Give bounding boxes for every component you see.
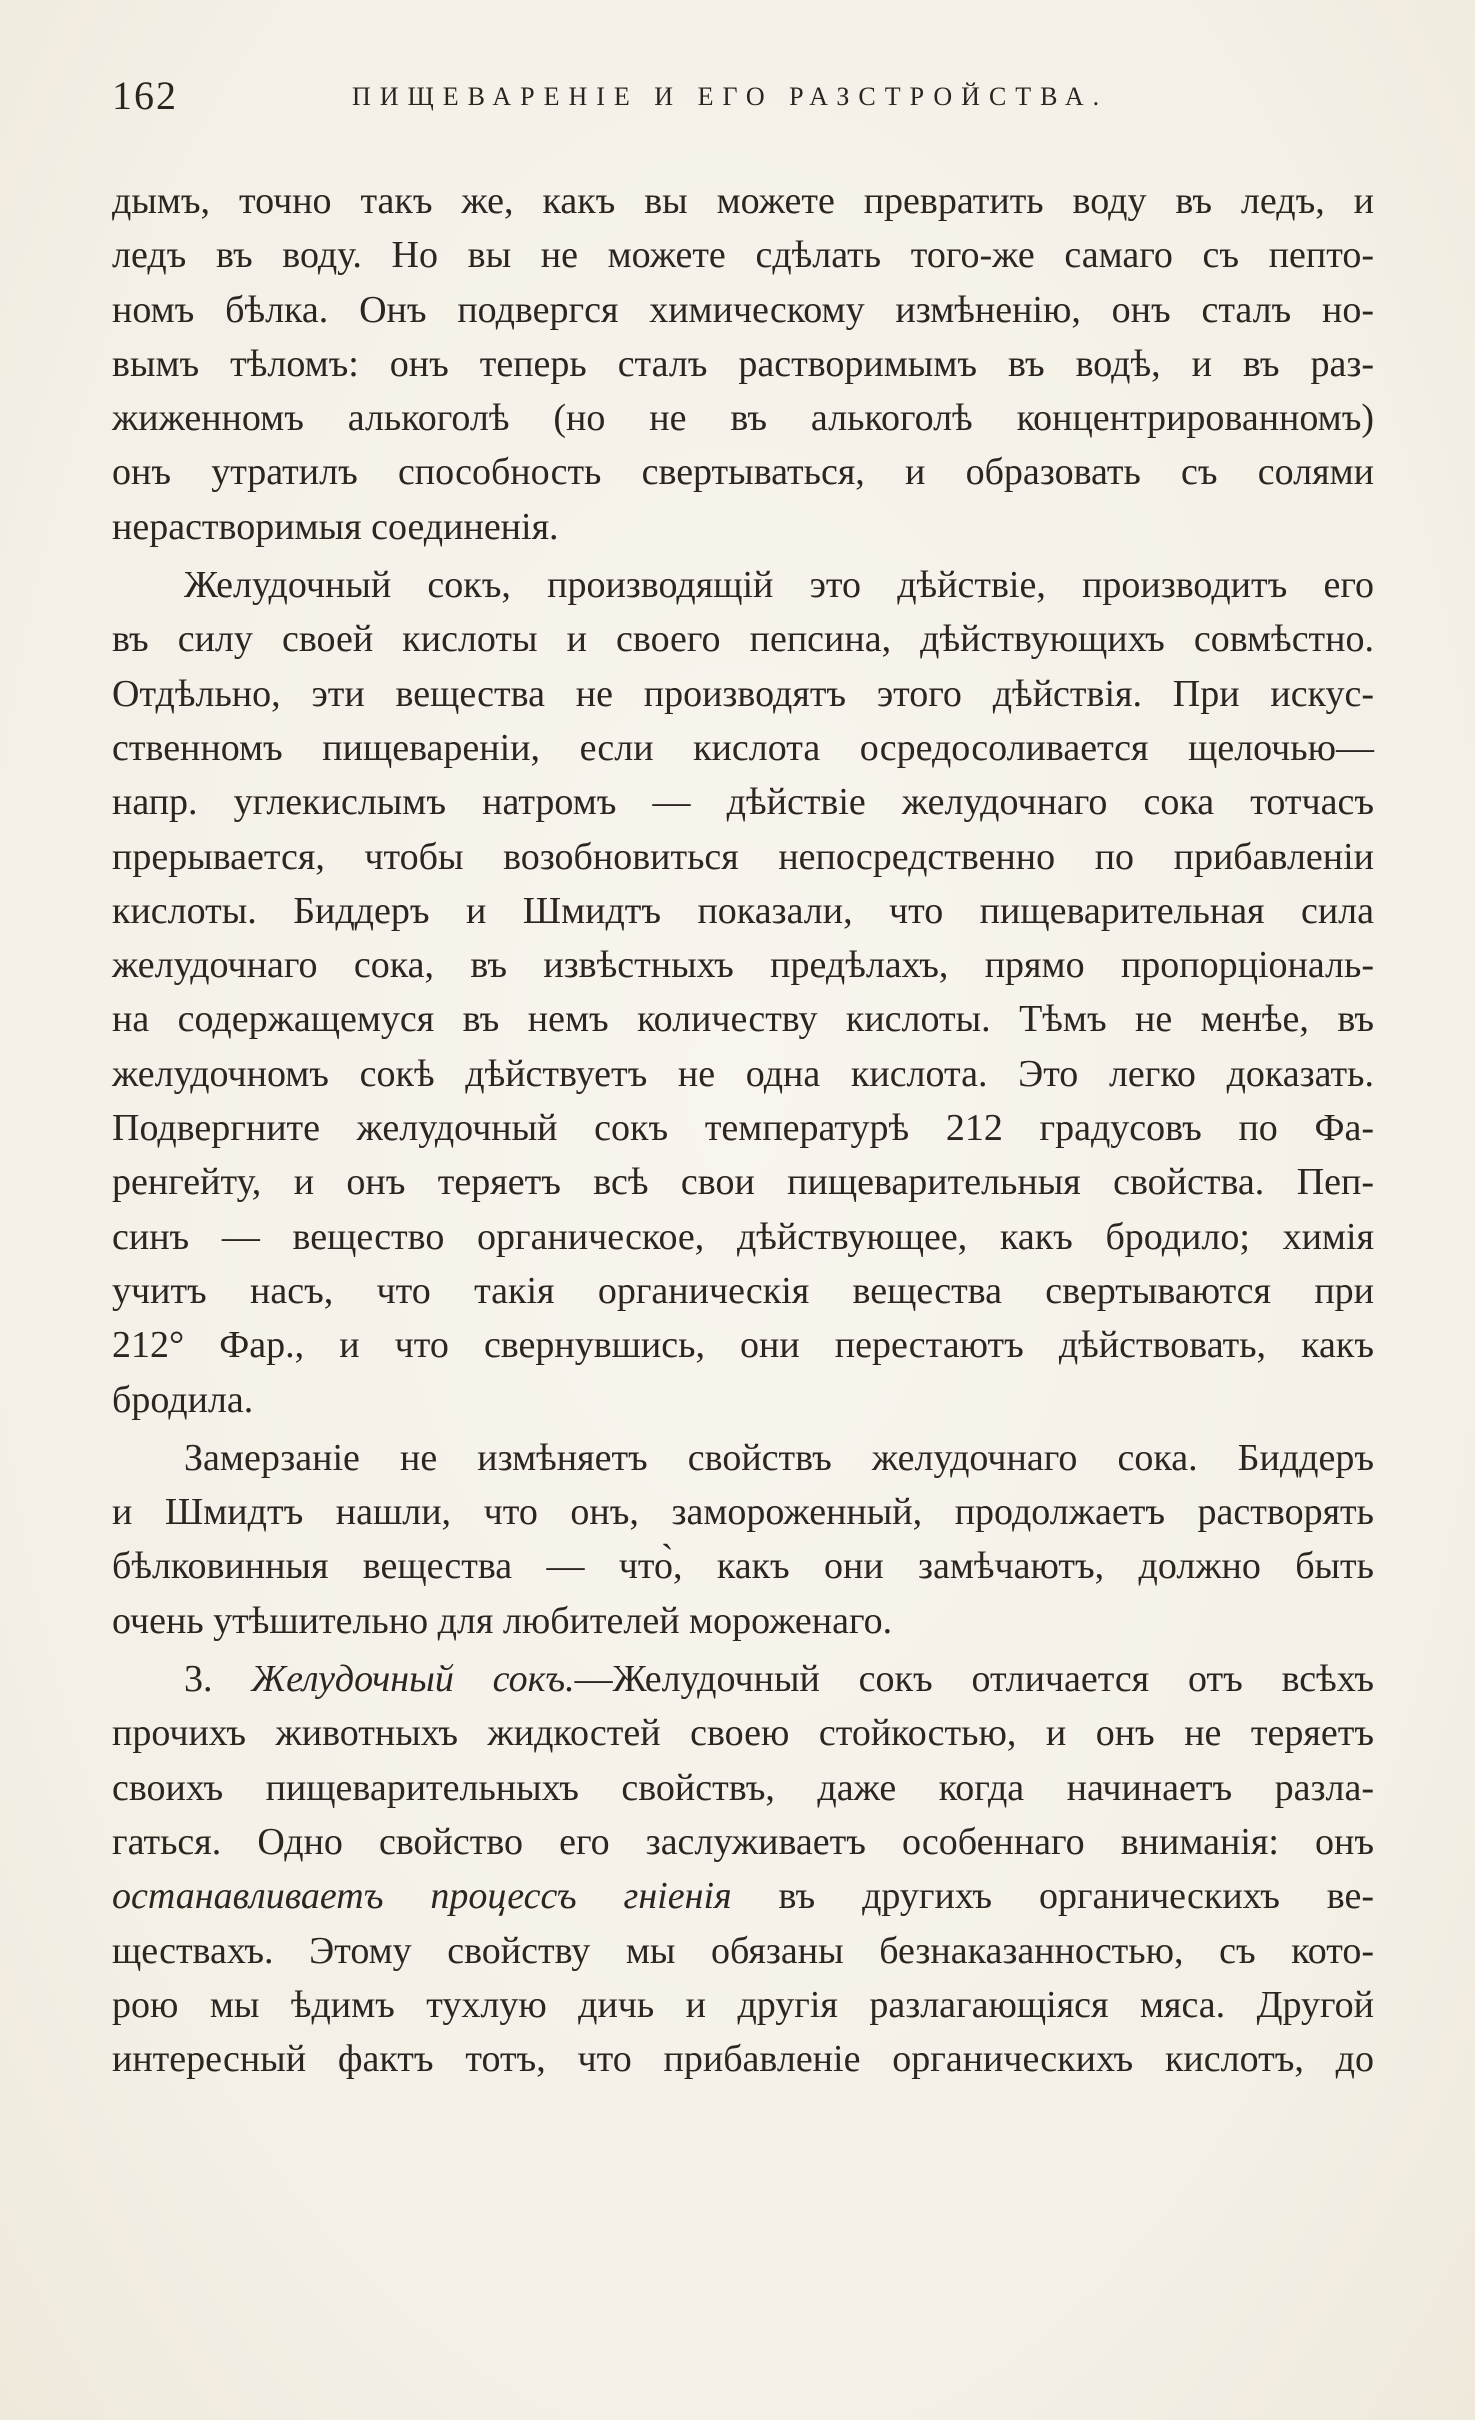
text-line: бродила. (112, 1378, 254, 1421)
text-line: на содержащемуся въ немъ количеству кислоты. Тѣмъ не менѣе, въ (112, 998, 1374, 1041)
text-line: Отдѣльно, эти вещества не производятъ этого дѣйствія. При искус- (112, 672, 1374, 715)
text-line: 212° Фар., и что свернувшись, они перестаютъ дѣйствовать, какъ (112, 1324, 1374, 1367)
text-line: гаться. Одно свойство его заслуживаетъ особеннаго вниманія: онъ (112, 1820, 1374, 1863)
emphasis-line: останавливаетъ процессъ гніенія въ другихъ органическихъ ве- (112, 1875, 1374, 1918)
text-line: напр. углекислымъ натромъ — дѣйствіе желудочнаго сока тотчасъ (112, 781, 1374, 824)
text-line: бѣлковинныя вещества — что̀, какъ они замѣчаютъ, должно быть (112, 1545, 1374, 1588)
text-line: нерастворимыя соединенія. (112, 505, 559, 548)
text-line: прочихъ животныхъ жидкостей своею стойкостью, и онъ не теряетъ (112, 1712, 1374, 1755)
text-line: ственномъ пищевареніи, если кислота осредосоливается щелочью— (112, 726, 1374, 769)
paragraph-1 (112, 174, 1374, 554)
page-number: 162 (112, 73, 178, 118)
text-line: своихъ пищеварительныхъ свойствъ, даже когда начинаетъ разла- (112, 1766, 1374, 1809)
text-line: кислоты. Биддеръ и Шмидтъ показали, что пищеварительная сила (112, 889, 1374, 932)
text-line: желудочнаго сока, въ извѣстныхъ предѣлахъ, прямо пропорціональ- (112, 944, 1374, 987)
text-line: очень утѣшительно для любителей мороженаго. (112, 1599, 893, 1642)
running-title: ПИЩЕВАРЕНІЕ И ЕГО РАЗСТРОЙСТВА. (352, 82, 1109, 111)
text-line: и Шмидтъ нашли, что онъ, замороженный, продолжаетъ растворять (112, 1491, 1374, 1534)
paragraph-3 (112, 1431, 1374, 1648)
text-line: желудочномъ сокѣ дѣйствуетъ не одна кислота. Это легко доказать. (112, 1052, 1374, 1095)
running-head (112, 72, 1353, 122)
section-heading-line: 3. Желудочный сокъ.—Желудочный сокъ отличается отъ всѣхъ (184, 1658, 1374, 1701)
text-line: ществахъ. Этому свойству мы обязаны безнаказанностью, съ кото- (112, 1929, 1374, 1972)
italic-phrase: останавливаетъ процессъ гніенія (112, 1875, 732, 1918)
text-line: учитъ насъ, что такія органическія вещества свертываются при (112, 1269, 1374, 1312)
text-line: Подвергните желудочный сокъ температурѣ 212 градусовъ по Фа- (112, 1107, 1374, 1150)
text-line: ледъ въ воду. Но вы не можете сдѣлать того-же самаго съ пепто- (112, 234, 1374, 277)
text-line: дымъ, точно такъ же, какъ вы можете превратить воду въ ледъ, и (112, 180, 1374, 222)
paragraph-4 (112, 1652, 1374, 2086)
paragraph-2 (112, 558, 1374, 1427)
text-line: Желудочный сокъ, производящій это дѣйствіе, производитъ его (184, 564, 1374, 607)
text-line: синъ — вещество органическое, дѣйствующее, какъ бродило; химія (112, 1215, 1374, 1258)
text-line: жиженномъ алькоголѣ (но не въ алькоголѣ концентрированномъ) (112, 397, 1374, 440)
text-line: Замерзаніе не измѣняетъ свойствъ желудочнаго сока. Биддеръ (184, 1436, 1374, 1479)
text-line: прерывается, чтобы возобновиться непосредственно по прибавленіи (112, 835, 1374, 878)
text-line: вымъ тѣломъ: онъ теперь сталъ растворимымъ въ водѣ, и въ раз- (112, 342, 1374, 385)
text-line: ренгейту, и онъ теряетъ всѣ свои пищеварительныя свойства. Пеп- (112, 1161, 1374, 1204)
text-line: рою мы ѣдимъ тухлую дичь и другія разлагающіяся мяса. Другой (112, 1983, 1374, 2026)
text-line: интересный фактъ тотъ, что прибавленіе органическихъ кислотъ, до (112, 2038, 1374, 2081)
text-line: въ силу своей кислоты и своего пепсина, дѣйствующихъ совмѣстно. (112, 618, 1374, 661)
text-line: онъ утратилъ способность свертываться, и образовать съ солями (112, 451, 1374, 494)
body-text (112, 174, 1374, 2086)
text-line: номъ бѣлка. Онъ подвергся химическому измѣненію, онъ сталъ но- (112, 288, 1374, 331)
italic-phrase: Желудочный сокъ. (251, 1658, 575, 1701)
